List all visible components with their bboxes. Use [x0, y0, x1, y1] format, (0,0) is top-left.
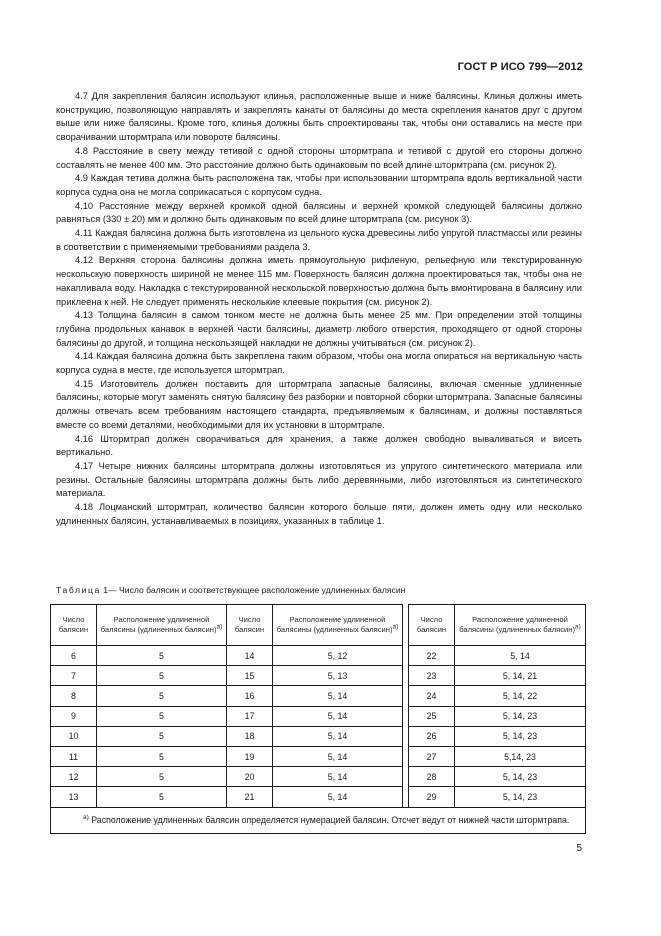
cell-count: 18: [227, 726, 273, 746]
cell-positions: 5, 14: [273, 787, 403, 807]
table-row: [51, 787, 586, 807]
paragraph-4-16: 4.16 Штормтрап должен сворачиваться для хранения, а также должен свободно вываливаться и висеть вертикально.: [56, 433, 582, 458]
document-header: ГОСТ Р ИСО 799—2012: [457, 61, 583, 73]
cell-count: 7: [51, 666, 97, 686]
header-count-2: Число балясин: [227, 605, 273, 646]
cell-positions: 5,14, 23: [455, 746, 586, 766]
cell-positions: 5, 14: [273, 746, 403, 766]
cell-count: 16: [227, 686, 273, 706]
cell-positions: 5: [97, 726, 227, 746]
cell-count: 24: [409, 686, 455, 706]
paragraph-4-13: 4.13 Толщина балясин в самом тонком месте не должна быть менее 25 мм. При определении этой толщины глубина продольных канавок в верхней части балясины, диаметр любого отверстия, проходящего от одной стороны балясины до другой, и толщина нескользящей накладки не должны учитываться (см. рисунок 2).: [56, 310, 582, 348]
cell-positions: 5: [97, 746, 227, 766]
cell-positions: 5, 14, 21: [455, 666, 586, 686]
paragraph-4-7: 4.7 Для закрепления балясин используют клинья, расположенные выше и ниже балясины. Клинья должны иметь конструкцию, позволяющую направлять и закреплять канаты от балясины до места скрепления канатов друг с другом выше или ниже балясины. Кроме того, клинья должны быть спроектированы так, чтобы они оставались на месте при сворачивании штормтрапа или повороте балясины.: [56, 91, 582, 143]
header-count-1: Число балясин: [51, 605, 97, 646]
cell-count: 6: [51, 646, 97, 666]
cell-count: 10: [51, 726, 97, 746]
cell-count: 15: [227, 666, 273, 686]
header-count-3: Число балясин: [409, 605, 455, 646]
paragraph-4-17: 4.17 Четыре нижних балясины штормтрапа должны изготовляться из упругого синтетического материала или резины. Остальные балясины штормтрапа должны быть либо деревянными, либо изготовляться из синтетического материала.: [56, 460, 582, 499]
cell-positions: 5, 13: [273, 666, 403, 686]
paragraph-4-12: 4.12 Верхняя сторона балясины должна иметь прямоугольную рифленую, рельефную или текстурированную нескольскую поверхность шириной не менее 115 мм. Поверхность балясин должна проектироваться так, чтобы она не накапливала воду. Накладка с текстурированной нескольской поверхностью должна быть вмонтирована в балясину или приклеена к ней. Не следует применять несколькие клеевые покрытия (см. рисунок 2).: [56, 255, 582, 307]
page-number: 5: [576, 843, 582, 854]
cell-count: 12: [51, 767, 97, 787]
table-caption-label: Таблица: [56, 585, 101, 595]
paragraph-4-14: 4.14 Каждая балясина должна быть закреплена таким образом, чтобы она могла опираться на вертикальную часть корпуса судна в месте, где используется штормтрап.: [56, 351, 582, 376]
body-text: [56, 90, 582, 529]
table-row: [51, 706, 586, 726]
cell-count: 9: [51, 706, 97, 726]
cell-positions: 5, 14: [273, 686, 403, 706]
cell-count: 25: [409, 706, 455, 726]
cell-count: 14: [227, 646, 273, 666]
cell-count: 26: [409, 726, 455, 746]
paragraph-4-15: 4.15 Изготовитель должен поставить для штормтрапа запасные балясины, включая сменные удлиненные балясины, которые могут заменять снятую балясину без разборки и повторной сборки штормтрапа. Запасные балясины должны отвечать всем требованиям настоящего стандарта, предъявляемым к балясинам, и должны поставляться вместе со всеми деталями, необходимыми для их установки в штормтрапе.: [56, 378, 582, 430]
cell-positions: 5: [97, 686, 227, 706]
table-row: [51, 666, 586, 686]
table-row: [51, 686, 586, 706]
header-positions-2: Расположение удлиненной балясины (удлиненных балясин)$^{а)}$: [273, 605, 403, 646]
cell-positions: 5, 14: [273, 706, 403, 726]
cell-positions: 5, 14, 23: [455, 767, 586, 787]
table-row: [51, 767, 586, 787]
cell-positions: 5, 14: [455, 646, 586, 666]
cell-count: 20: [227, 767, 273, 787]
table-row: [51, 726, 586, 746]
cell-count: 11: [51, 746, 97, 766]
table-row: [51, 746, 586, 766]
cell-count: 8: [51, 686, 97, 706]
footnote-mark: а): [83, 813, 89, 821]
balusters-table: [50, 604, 586, 834]
cell-count: 23: [409, 666, 455, 686]
table-header-row: [51, 605, 586, 646]
cell-positions: 5: [97, 666, 227, 686]
cell-positions: 5: [97, 646, 227, 666]
cell-positions: 5: [97, 767, 227, 787]
cell-count: 29: [409, 787, 455, 807]
cell-positions: 5, 14: [273, 726, 403, 746]
cell-count: 17: [227, 706, 273, 726]
paragraph-4-18: 4.18 Лоцманский штормтрап, количество балясин которого больше пяти, должен иметь одну или несколько удлиненных балясин, устанавливаемых в позициях, указанных в таблице 1.: [56, 502, 582, 526]
footnote-text: Расположение удлиненных балясин определяется нумерацией балясин. Отсчет ведут от нижней части штормтрапа.: [88, 814, 570, 825]
cell-count: 28: [409, 767, 455, 787]
paragraph-4-9: 4.9 Каждая тетива должна быть расположена так, чтобы при использовании штормтрапа вдоль вертикальной части корпуса судна она не могла соприкасаться с корпусом судна.: [56, 173, 582, 197]
cell-count: 22: [409, 646, 455, 666]
table-row: [51, 646, 586, 666]
paragraph-4-11: 4.11 Каждая балясина должна быть изготовлена из цельного куска древесины либо упругой пластмассы или резины в соответствии с применяемыми требованиями раздела 3.: [56, 228, 582, 252]
cell-count: 19: [227, 746, 273, 766]
table-footnote-row: [51, 807, 586, 833]
header-positions-1: Расположение удлиненной балясины (удлиненных балясин)$^{а)}$: [97, 605, 227, 646]
header-positions-3: Расположение удлиненной балясины (удлиненных балясин)$^{а)}$: [455, 605, 586, 646]
cell-positions: 5, 14, 22: [455, 686, 586, 706]
table-caption: [56, 584, 582, 596]
cell-positions: 5, 14: [273, 767, 403, 787]
cell-positions: 5, 14, 23: [455, 706, 586, 726]
cell-positions: 5, 12: [273, 646, 403, 666]
paragraph-4-8: 4.8 Расстояние в свету между тетивой с одной стороны штормтрапа и тетивой с другой его стороны должно составлять не менее 400 мм. Это расстояние должно быть одинаковым по всей длине штормтрапа (см. рисунок 2).: [56, 145, 582, 170]
cell-count: 21: [227, 787, 273, 807]
cell-positions: 5: [97, 787, 227, 807]
table-footnote: [51, 807, 586, 833]
cell-count: 13: [51, 787, 97, 807]
cell-positions: 5: [97, 706, 227, 726]
cell-positions: 5, 14, 23: [455, 726, 586, 746]
paragraph-4-10: 4.10 Расстояние между верхней кромкой одной балясины и верхней кромкой следующей балясины должно равняться (330 ± 20) мм и должно быть одинаковым по всей длине штормтрапа (см. рисунок 3).: [56, 200, 582, 225]
cell-positions: 5, 14, 23: [455, 787, 586, 807]
table-caption-text: 1— Число балясин и соответствующее расположение удлиненных балясин: [100, 585, 406, 595]
cell-count: 27: [409, 746, 455, 766]
